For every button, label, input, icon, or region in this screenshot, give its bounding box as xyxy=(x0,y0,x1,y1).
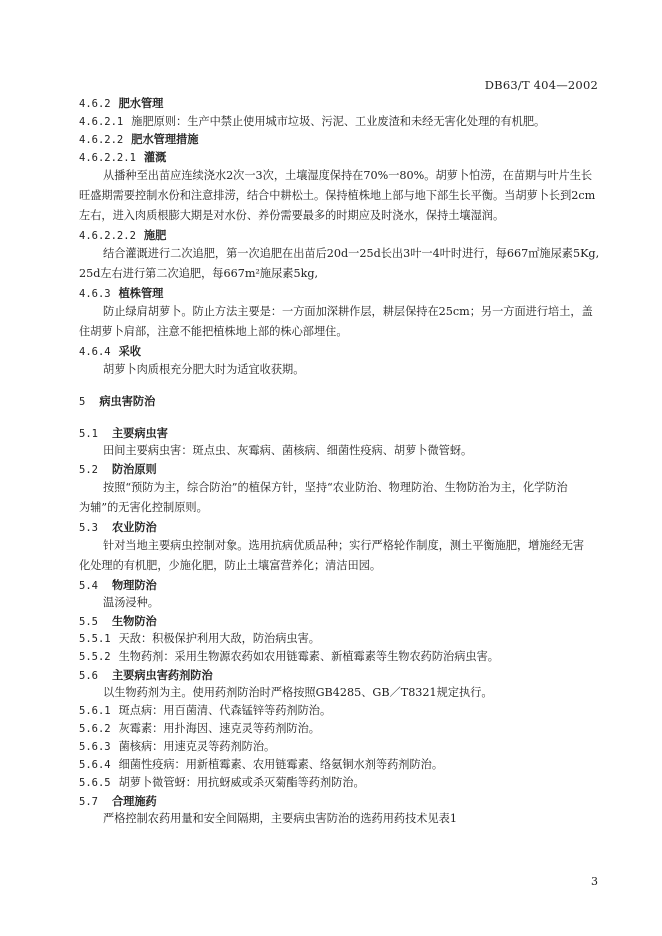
clause-5-6-5 xyxy=(79,774,599,792)
section-number: 4.6.2.1 xyxy=(79,116,124,128)
clause-5-6-4 xyxy=(79,756,599,774)
heading-5-3 xyxy=(79,520,599,536)
paragraph-line: 左右，进入肉质根膨大期是对水份、养份需要最多的时期应及时浇水，保持土壤湿润。 xyxy=(79,209,505,222)
paragraph-main-pests: 田间主要病虫害：斑点虫、灰霉病、菌核病、细菌性疫病、胡萝卜微管蚜。 xyxy=(103,444,473,457)
section-number: 5.6.2 xyxy=(79,723,111,735)
clause-text: 灰霉素：用扑海因、速克灵等药剂防治。 xyxy=(118,722,320,735)
paragraph-line: 从播种至出苗应连续浇水2次一3次，土壤湿度保持在70%一80%。胡萝卜怕涝，在苗期与叶片生长 xyxy=(103,169,593,182)
section-title: 农业防治 xyxy=(111,521,157,534)
section-number: 5.4 xyxy=(79,580,98,592)
section-number: 5.3 xyxy=(79,522,98,534)
paragraph-physical-control: 温汤浸种。 xyxy=(103,596,159,609)
section-number: 4.6.3 xyxy=(79,288,111,300)
document-code: DB63/T 404—2002 xyxy=(484,78,598,92)
paragraph-principles xyxy=(79,478,599,518)
paragraph-line: 化处理的有机肥，少施化肥，防止土壤富营养化；清洁田园。 xyxy=(79,559,382,572)
section-number: 5.5 xyxy=(79,616,98,628)
clause-text: 施肥原则：生产中禁止使用城市垃圾、污泥、工业废渣和未经无害化处理的有机肥。 xyxy=(131,115,546,128)
section-title: 主要病虫害 xyxy=(111,427,168,440)
section-title: 主要病虫害药剂防治 xyxy=(111,669,213,682)
section-title: 灌溉 xyxy=(143,151,167,164)
clause-text: 菌核病：用速克灵等药剂防治。 xyxy=(118,740,276,753)
section-number: 5.1 xyxy=(79,428,98,440)
section-number: 5.6.3 xyxy=(79,741,111,753)
heading-4-6-2 xyxy=(79,96,599,112)
section-number: 5.6.5 xyxy=(79,777,111,789)
heading-5 xyxy=(79,394,599,410)
heading-4-6-2-2-2 xyxy=(79,228,599,244)
heading-5-7 xyxy=(79,794,599,810)
clause-text: 天敌：积极保护利用大敌，防治病虫害。 xyxy=(118,632,320,645)
heading-5-1 xyxy=(79,426,599,442)
section-number: 4.6.4 xyxy=(79,346,111,358)
section-number: 5.5.1 xyxy=(79,633,111,645)
clause-text: 胡萝卜微管蚜：用抗蚜威或杀灭菊酯等药剂防治。 xyxy=(118,776,365,789)
section-title: 物理防治 xyxy=(111,579,157,592)
clause-5-6-2 xyxy=(79,720,599,738)
clause-4-6-2-1 xyxy=(79,114,599,130)
paragraph-irrigation xyxy=(79,166,599,226)
paragraph-line: 结合灌溉进行二次追肥，第一次追肥在出苗后20d一25d长出3叶一4叶时进行，每667㎡施尿素5Kg, xyxy=(103,247,599,260)
section-title: 病虫害防治 xyxy=(99,395,156,408)
section-title: 肥水管理措施 xyxy=(131,133,199,146)
paragraph-chemical-control: 以生物药剂为主。使用药剂防治时严格按照GB4285、GB／T8321规定执行。 xyxy=(103,686,493,699)
section-title: 生物防治 xyxy=(111,615,157,628)
clause-text: 生物药剂：采用生物源农药如农用链霉素、新植霉素等生物农药防治病虫害。 xyxy=(118,650,499,663)
section-number: 5 xyxy=(79,396,86,408)
paragraph-line: 防止绿肩胡萝卜。防止方法主要是：一方面加深耕作层，耕层保持在25cm；另一方面进行培土，盖 xyxy=(103,305,593,318)
document-body xyxy=(79,96,599,828)
heading-4-6-3 xyxy=(79,286,599,302)
paragraph-harvest: 胡萝卜肉质根充分肥大时为适宜收获期。 xyxy=(103,363,305,376)
page-number: 3 xyxy=(591,875,598,888)
paragraph-line: 旺盛期需要控制水份和注意排涝，结合中耕松土。保持植株地上部与地下部生长平衡。当胡萝卜长到2cm xyxy=(79,189,596,202)
clause-text: 细菌性疫病：用新植霉素、农用链霉素、络氨铜水剂等药剂防治。 xyxy=(118,758,444,771)
heading-5-5 xyxy=(79,614,599,630)
clause-5-5-1 xyxy=(79,630,599,648)
section-title: 施肥 xyxy=(143,229,167,242)
heading-5-2 xyxy=(79,462,599,478)
paragraph-line: 针对当地主要病虫控制对象。选用抗病优质品种；实行严格轮作制度，测土平衡施肥，增施经无害 xyxy=(103,539,585,552)
paragraph-rational-application: 严格控制农药用量和安全间隔期，主要病虫害防治的选药用药技术见表1 xyxy=(103,812,457,825)
section-number: 4.6.2.2 xyxy=(79,134,124,146)
paragraph-agricultural-control xyxy=(79,536,599,576)
section-number: 5.5.2 xyxy=(79,651,111,663)
section-title: 防治原则 xyxy=(111,463,157,476)
section-title: 植株管理 xyxy=(118,287,164,300)
paragraph-line: 25d左右进行第二次追肥，每667m²施尿素5kg, xyxy=(79,267,319,280)
section-number: 4.6.2 xyxy=(79,98,111,110)
section-title: 合理施药 xyxy=(111,795,157,808)
section-number: 4.6.2.2.2 xyxy=(79,230,136,242)
section-title: 肥水管理 xyxy=(118,97,164,110)
heading-4-6-2-2-1 xyxy=(79,150,599,166)
heading-4-6-4 xyxy=(79,344,599,360)
paragraph-plant-management xyxy=(79,302,599,342)
section-number: 4.6.2.2.1 xyxy=(79,152,136,164)
section-number: 5.6.4 xyxy=(79,759,111,771)
clause-5-5-2 xyxy=(79,648,599,666)
heading-5-4 xyxy=(79,578,599,594)
clause-5-6-3 xyxy=(79,738,599,756)
paragraph-fertilizing xyxy=(79,244,599,284)
section-number: 5.7 xyxy=(79,796,98,808)
section-title: 采收 xyxy=(118,345,141,358)
heading-5-6 xyxy=(79,668,599,684)
paragraph-line: 住胡萝卜肩部，注意不能把植株地上部的株心部埋住。 xyxy=(79,325,348,338)
heading-4-6-2-2 xyxy=(79,132,599,148)
clause-5-6-1 xyxy=(79,702,599,720)
section-number: 5.6 xyxy=(79,670,98,682)
clause-text: 斑点病：用百菌清、代森锰锌等药剂防治。 xyxy=(118,704,332,717)
section-number: 5.2 xyxy=(79,464,98,476)
paragraph-line: 按照“预防为主，综合防治”的植保方针，坚持“农业防治、物理防治、生物防治为主，化学防治 xyxy=(103,481,568,494)
section-number: 5.6.1 xyxy=(79,705,111,717)
paragraph-line: 为辅”的无害化控制原则。 xyxy=(79,501,208,514)
